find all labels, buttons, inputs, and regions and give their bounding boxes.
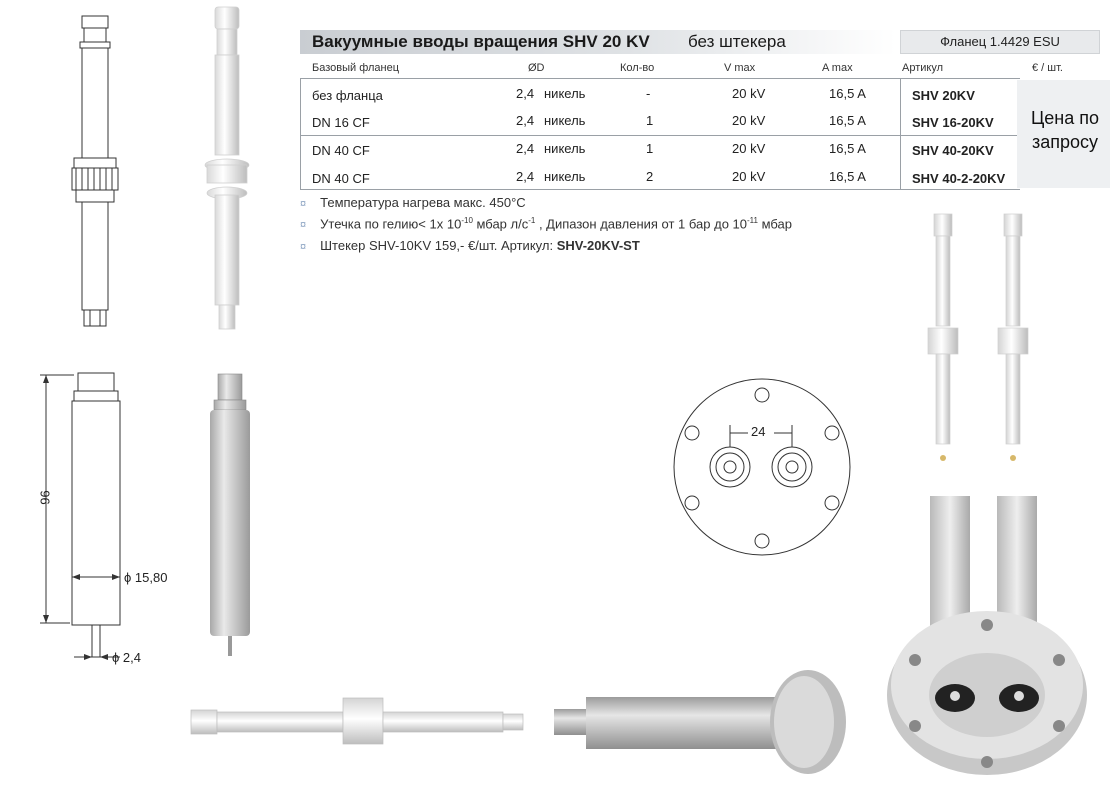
cell-material: никель: [544, 141, 586, 156]
cell-diameter: 2,4: [516, 86, 535, 101]
note-text: Утечка по гелию< 1x 10: [320, 216, 462, 232]
cell-diameter: 2,4: [516, 141, 535, 156]
dim-length-label: 96: [37, 490, 53, 505]
cell-qty: 1: [646, 141, 654, 156]
cell-vmax: 20 kV: [732, 141, 766, 156]
dim-pin-diameter-label: ϕ 2,4: [112, 650, 141, 665]
cell-article: SHV 40-2-20KV: [912, 171, 1006, 186]
col-header-vmax: V max: [724, 62, 756, 74]
cell-article: SHV 20KV: [912, 88, 975, 103]
note-exponent: -1: [528, 216, 536, 225]
note-exponent: -10: [461, 216, 473, 225]
cylinder-render-image: [200, 370, 260, 660]
divider: [300, 78, 1020, 79]
cell-flange: DN 16 CF: [312, 115, 370, 130]
bullet-icon: ¤: [300, 219, 307, 232]
bullet-icon: ¤: [300, 198, 307, 210]
dim-pin-spacing-label: 24: [751, 424, 766, 439]
cell-flange: без фланца: [312, 88, 383, 103]
cell-article: SHV 40-20KV: [912, 143, 994, 158]
col-header-qty: Кол-во: [620, 62, 655, 74]
cell-amax: 16,5 A: [829, 86, 866, 101]
cell-material: никель: [544, 169, 586, 184]
pin-render-image: [195, 5, 265, 335]
price-on-request: [1020, 106, 1110, 154]
cell-vmax: 20 kV: [732, 169, 766, 184]
note-text: мбар л/с: [472, 216, 529, 232]
cell-article: SHV 16-20KV: [912, 115, 994, 130]
cell-flange: DN 40 CF: [312, 143, 370, 158]
note-exponent: -11: [747, 216, 758, 225]
col-header-article: Артикул: [902, 62, 944, 74]
horizontal-pin-render-image: [185, 690, 530, 750]
page-subtitle: без штекера: [688, 32, 786, 51]
note-text: Температура нагрева макс. 450°C: [320, 195, 526, 210]
cell-amax: 16,5 A: [829, 113, 866, 128]
cell-qty: -: [646, 86, 651, 101]
col-header-flange: Базовый фланец: [312, 62, 400, 74]
flange-material-badge: Фланец 1.4429 ESU: [900, 30, 1100, 54]
flange-top-view-drawing: [670, 375, 855, 560]
cell-material: никель: [544, 113, 586, 128]
price-line-2: запросу: [1031, 132, 1099, 152]
divider: [300, 79, 301, 189]
divider: [300, 189, 1020, 190]
dn16-flange-render-image: [550, 665, 850, 780]
col-header-price: € / шт.: [1032, 62, 1063, 74]
note-leak-rate: [300, 216, 792, 231]
bullet-icon: ¤: [300, 241, 307, 253]
two-pins-render-image: [920, 210, 1040, 470]
cell-amax: 16,5 A: [829, 169, 866, 184]
feedthrough-outline-drawing: [60, 10, 130, 330]
note-text: , Дипазон давления от 1 бар до 10: [535, 216, 747, 232]
dimension-drawing: [30, 365, 190, 665]
col-header-diameter: ØD: [528, 62, 545, 74]
cell-material: никель: [544, 86, 586, 101]
note-plug: [300, 238, 640, 253]
price-line-1: Цена по: [1030, 108, 1100, 128]
title-bar: [300, 30, 896, 54]
page-title: Вакуумные вводы вращения SHV 20 KV: [312, 32, 650, 51]
dim-body-diameter-label: ϕ 15,80: [124, 570, 168, 585]
cell-qty: 1: [646, 113, 654, 128]
note-text: мбар: [757, 216, 792, 232]
cell-diameter: 2,4: [516, 113, 535, 128]
cell-amax: 16,5 A: [829, 141, 866, 156]
cell-vmax: 20 kV: [732, 113, 766, 128]
cell-diameter: 2,4: [516, 169, 535, 184]
cell-flange: DN 40 CF: [312, 171, 370, 186]
note-text: Штекер SHV-10KV 159,- €/шт. Артикул:: [320, 238, 557, 253]
flange-feedthrough-render-image: [885, 490, 1090, 785]
cell-vmax: 20 kV: [732, 86, 766, 101]
note-temperature: [300, 195, 526, 210]
divider: [900, 79, 901, 189]
col-header-amax: A max: [822, 62, 853, 74]
cell-qty: 2: [646, 169, 654, 184]
plug-article: SHV-20KV-ST: [556, 238, 640, 253]
divider: [300, 135, 1020, 136]
